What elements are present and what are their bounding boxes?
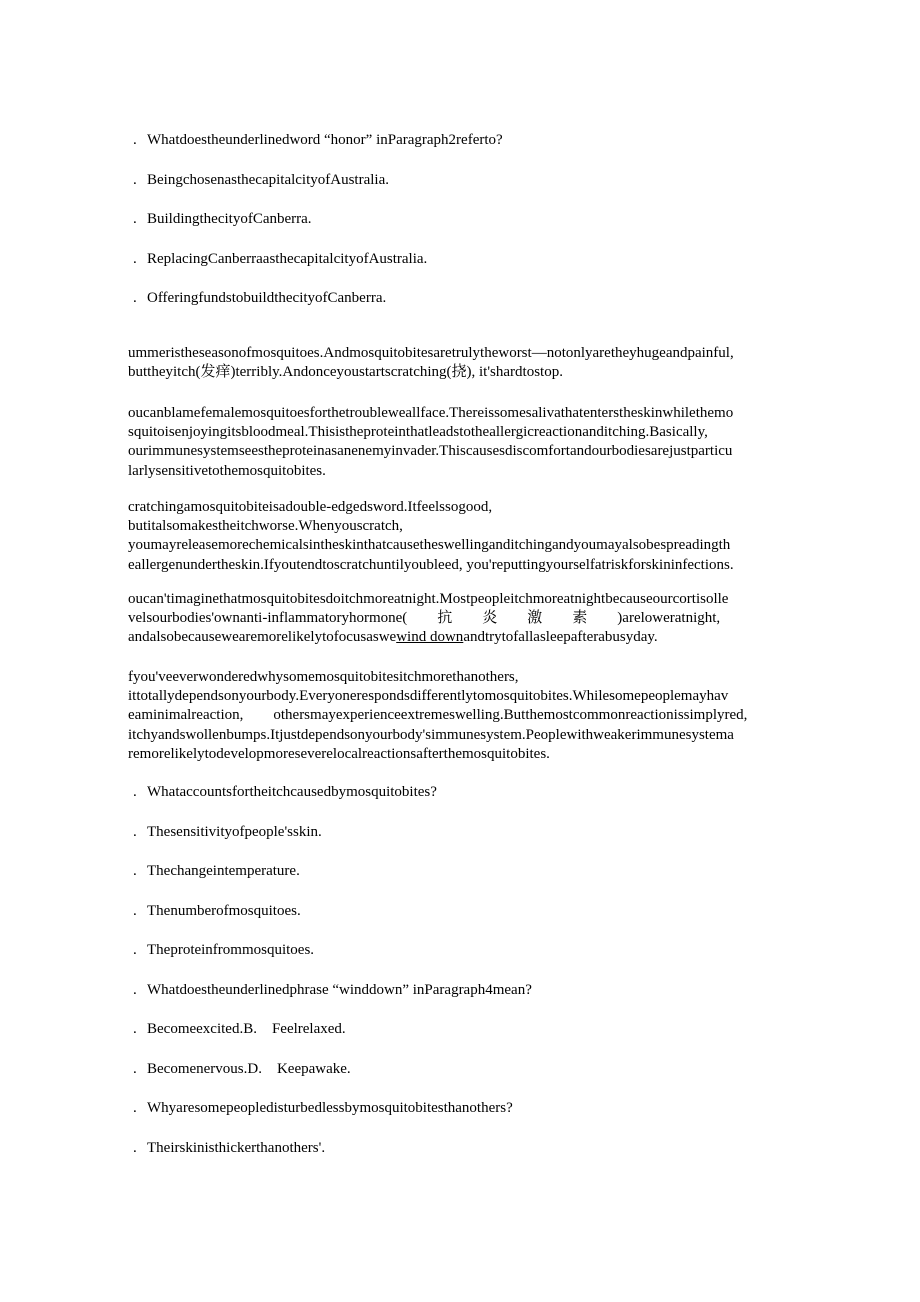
question-text: Whatdoestheunderlinedword “honor” inParagraph2referto? — [147, 132, 503, 148]
list-marker: . — [133, 171, 137, 188]
passage-paragraph-3 — [128, 498, 808, 575]
passage-line: youmayreleasemorechemicalsintheskinthatcausetheswellinganditchingandyoumayalsobespreadingth — [128, 537, 731, 554]
list-marker: . — [133, 1021, 137, 1037]
passage-line: buttheyitch(发痒)terribly.Andonceyoustartscratching(挠), it'shardtostop. — [128, 364, 563, 381]
passage-line: ittotallydependsonyourbody.Everyonerespondsdifferentlytomosquitobites.Whilesomepeoplemayhav — [128, 688, 729, 705]
question-text: Whataccountsfortheitchcausedbymosquitobites? — [147, 784, 437, 800]
option-text: BeingchosenasthecapitalcityofAustralia. — [147, 171, 389, 188]
passage-paragraph-2 — [128, 404, 808, 481]
passage-paragraph-1 — [128, 344, 808, 382]
passage-line: eaminimalreaction, othersmayexperienceextremeswelling.Butthemostcommonreactionissimplyred, — [128, 707, 748, 724]
passage-line: velsourbodies'ownanti-inflammatoryhormone( 抗 炎 激 素 )areloweratnight, — [128, 610, 721, 627]
option-item — [133, 862, 813, 902]
option-text: Theirskinisthickerthanothers'. — [147, 1139, 326, 1156]
question-item — [133, 131, 813, 171]
underlined-phrase: wind down — [396, 629, 464, 646]
list-marker: . — [133, 1100, 137, 1116]
passage-line: fyou'veeverwonderedwhysomemosquitobitesitchmorethanothers, — [128, 669, 519, 685]
passage-line: oucanblamefemalemosquitoesforthetroubleweallface.Thereissomesalivathatenterstheskinwhilethemo — [128, 405, 734, 421]
passage-line: ummeristheseasonofmosquitoes.Andmosquitobitesaretrulytheworst—notonlyaretheyhugeandpainful, — [128, 345, 734, 361]
option-text: Becomeexcited.B. Feelrelaxed. — [147, 1021, 346, 1037]
passage-line: oucan'timaginethatmosquitobitesdoitchmoreatnight.Mostpeopleitchmoreatnightbecauseourcortisolle — [128, 591, 729, 607]
option-item — [133, 823, 813, 863]
passage-line: butitalsomakestheitchworse.Whenyouscratch, — [128, 518, 403, 535]
option-item — [133, 250, 813, 290]
option-item — [133, 902, 813, 942]
question-block-top — [133, 131, 813, 329]
passage-line: eallergenundertheskin.Ifyoutendtoscratchuntilyoubleed, you'reputtingyourselfatriskforskininfections. — [128, 556, 734, 573]
passage-line: itchyandswollenbumps.Itjustdependsonyourbody'simmunesystem.Peoplewithweakerimmunesystema — [128, 726, 734, 743]
passage-paragraph-5 — [128, 668, 808, 764]
question-item — [133, 1099, 813, 1139]
option-text: Thenumberofmosquitoes. — [147, 902, 301, 919]
list-marker: . — [133, 784, 137, 800]
list-marker: . — [133, 132, 137, 148]
option-item — [133, 1020, 813, 1060]
option-text: Thesensitivityofpeople'sskin. — [147, 823, 322, 840]
option-text: Thechangeintemperature. — [147, 863, 300, 879]
passage-line-with-underline — [128, 628, 808, 647]
option-item — [133, 210, 813, 250]
passage-line: squitoisenjoyingitsbloodmeal.Thisistheproteinthatleadstotheallergicreactionanditching.Basically, — [128, 424, 708, 441]
option-text: BuildingthecityofCanberra. — [147, 211, 312, 227]
question-item — [133, 783, 813, 823]
option-item — [133, 1060, 813, 1100]
list-marker: . — [133, 250, 137, 267]
line-suffix: andtrytofallasleepafterabusyday. — [463, 629, 658, 646]
option-item — [133, 1139, 813, 1179]
list-marker: . — [133, 823, 137, 840]
line-prefix: andalsobecausewearemorelikelytofocusaswe — [128, 629, 397, 646]
question-item — [133, 981, 813, 1021]
option-item — [133, 289, 813, 329]
question-text: Whyaresomepeopledisturbedlessbymosquitobitesthanothers? — [147, 1100, 513, 1116]
option-text: ReplacingCanberraasthecapitalcityofAustralia. — [147, 250, 428, 267]
list-marker: . — [133, 1139, 137, 1156]
option-text: Becomenervous.D. Keepawake. — [147, 1060, 351, 1077]
passage-line: ourimmunesystemseestheproteinasanenemyinvader.Thiscausesdiscomfortandourbodiesarejustparticu — [128, 443, 733, 460]
option-item — [133, 171, 813, 211]
passage-line: larlysensitivetothemosquitobites. — [128, 462, 326, 479]
option-text: Theproteinfrommosquitoes. — [147, 942, 315, 958]
passage-line: cratchingamosquitobiteisadouble-edgedsword.Itfeelssogood, — [128, 499, 493, 515]
question-block-bottom — [133, 783, 813, 1178]
passage-line: remorelikelytodevelopmoreseverelocalreactionsafterthemosquitobites. — [128, 745, 550, 762]
list-marker: . — [133, 290, 137, 306]
question-text: Whatdoestheunderlinedphrase “winddown” inParagraph4mean? — [147, 981, 532, 998]
list-marker: . — [133, 211, 137, 227]
list-marker: . — [133, 863, 137, 879]
option-text: OfferingfundstobuildthecityofCanberra. — [147, 290, 387, 306]
list-marker: . — [133, 902, 137, 919]
list-marker: . — [133, 942, 137, 958]
list-marker: . — [133, 1060, 137, 1077]
passage-paragraph-4 — [128, 590, 808, 648]
list-marker: . — [133, 981, 137, 998]
option-item — [133, 941, 813, 981]
